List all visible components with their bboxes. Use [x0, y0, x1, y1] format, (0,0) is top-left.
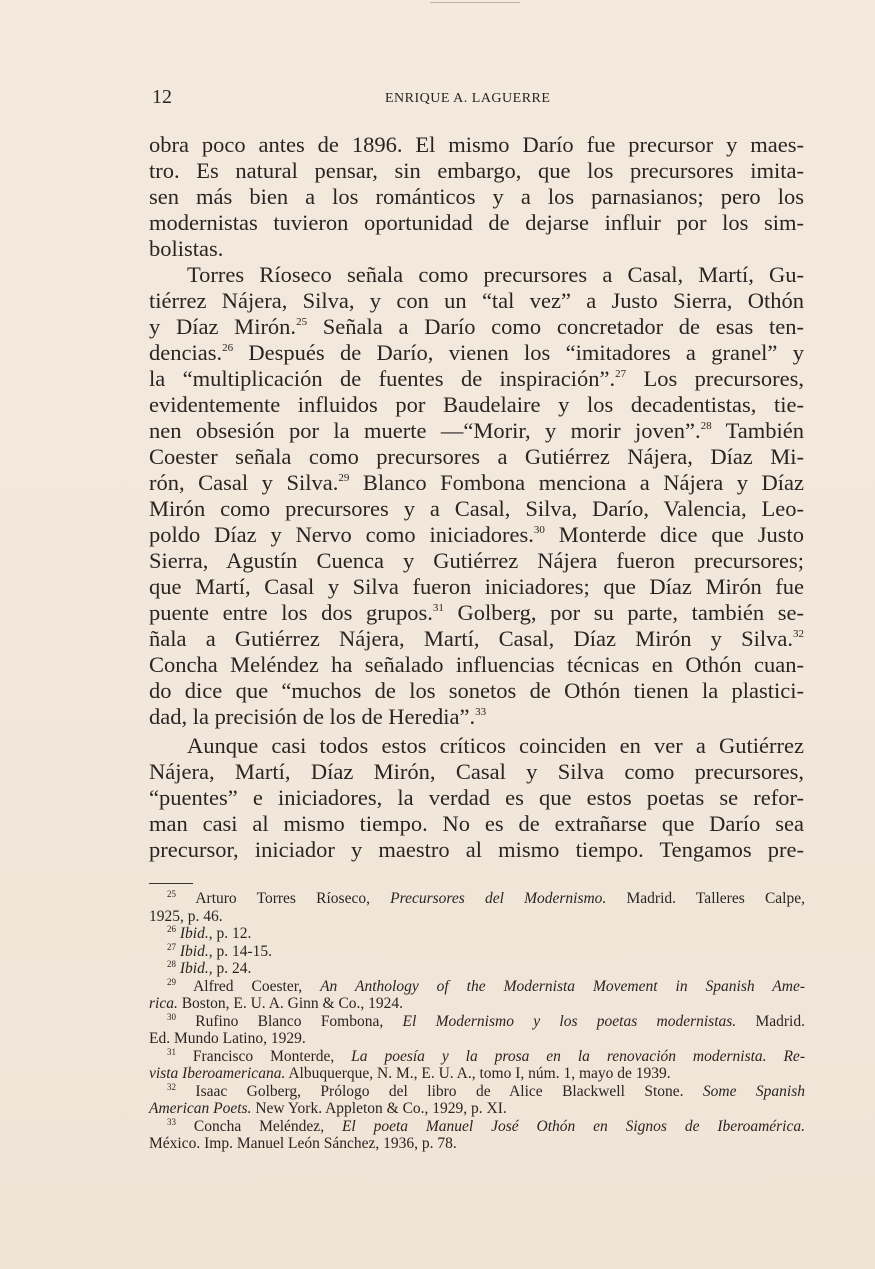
text-line: Nájera, Martí, Díaz Mirón, Casal y Silva como precursores,	[149, 759, 804, 784]
text-line	[149, 470, 804, 496]
text-fragment: Monterde dice que Justo	[544, 522, 804, 547]
body-text	[149, 132, 804, 863]
text-line	[149, 314, 804, 340]
text-line	[149, 704, 804, 730]
footnote-line	[149, 960, 805, 978]
footnotes	[149, 890, 805, 1153]
text-fragment: También	[711, 418, 804, 443]
text-line	[149, 626, 804, 652]
scan-edge-line	[430, 2, 520, 3]
text-fragment: Rufino Blanco Fombona,	[176, 1012, 403, 1030]
text-fragment: Isaac Golberg, Prólogo del libro de Alice Blackwell Stone.	[176, 1082, 703, 1100]
text-line: obra poco antes de 1896. El mismo Darío fue precursor y maes-	[149, 132, 804, 157]
text-fragment: Albuquerque, N. M., E. U. A., tomo I, núm. 1, mayo de 1939.	[285, 1065, 671, 1082]
footnote-number: 29	[167, 976, 176, 987]
footnote-line: 1925, p. 46.	[149, 907, 223, 925]
text-line: Concha Meléndez ha señalado influencias técnicas en Othón cuan-	[149, 652, 804, 677]
text-fragment: Después de Darío, vienen los “imitadores a granel” y	[233, 340, 804, 365]
footnote-ref: 28	[700, 420, 712, 432]
page-number: 12	[152, 86, 172, 108]
footnote-line	[149, 1013, 805, 1031]
footnote-29	[149, 978, 805, 1013]
text-fragment: Alfred Coester,	[176, 977, 321, 995]
footnote-title: Some Spanish	[702, 1082, 805, 1100]
footnote-33	[149, 1118, 805, 1153]
footnote-28	[149, 960, 805, 978]
text-line: “puentes” e iniciadores, la verdad es que estos poetas se refor-	[149, 785, 804, 810]
text-line: Coester señala como precursores a Gutiérrez Nájera, Díaz Mi-	[149, 444, 804, 469]
text-fragment: puente entre los dos grupos.	[149, 600, 433, 625]
text-fragment: Blanco Fombona menciona a Nájera y Díaz	[349, 470, 805, 495]
footnote-line	[149, 925, 805, 943]
text-fragment: poldo Díaz y Nervo como iniciadores.	[149, 522, 534, 547]
footnote-line	[149, 995, 805, 1013]
footnote-line	[149, 943, 805, 961]
text-fragment: Arturo Torres Ríoseco,	[176, 890, 391, 907]
text-fragment: Concha Meléndez,	[176, 1117, 342, 1135]
footnote-line	[149, 1100, 805, 1118]
text-fragment: y Díaz Mirón.	[149, 314, 297, 339]
footnote-line	[149, 978, 805, 996]
footnote-title: La poesía y la prosa en la renovación modernista. Re-	[351, 1047, 805, 1065]
footnote-ref: 33	[475, 706, 487, 718]
text-fragment: ñala a Gutiérrez Nájera, Martí, Casal, Díaz Mirón y Silva.	[149, 626, 793, 651]
footnote-title: Ibid.,	[179, 925, 213, 942]
paragraph-3	[149, 733, 804, 863]
text-fragment: rón, Casal y Silva.	[149, 470, 339, 495]
footnote-ref: 25	[296, 316, 308, 328]
running-header	[150, 86, 800, 110]
footnote-number: 33	[167, 1116, 176, 1127]
text-fragment: dencias.	[149, 340, 223, 365]
text-line: evidentemente influidos por Baudelaire y los decadentistas, tie-	[149, 392, 804, 417]
footnote-line: México. Imp. Manuel León Sánchez, 1936, p. 78.	[149, 1135, 457, 1152]
footnote-ref: 26	[222, 342, 234, 354]
footnote-ref: 29	[338, 472, 350, 484]
text-fragment: p. 24.	[212, 960, 252, 977]
text-fragment: Golberg, por su parte, también se-	[443, 600, 804, 625]
text-fragment: New York. Appleton & Co., 1929, p. XI.	[251, 1100, 507, 1117]
footnote-line	[149, 1118, 805, 1136]
footnote-number: 30	[167, 1011, 176, 1022]
footnote-27	[149, 943, 805, 961]
footnote-number: 27	[167, 941, 176, 952]
text-line: man casi al mismo tiempo. No es de extrañarse que Darío sea	[149, 811, 804, 836]
text-fragment: Madrid.	[736, 1012, 805, 1030]
text-fragment: Francisco Monterde,	[176, 1047, 352, 1065]
text-line: modernistas tuvieron oportunidad de dejarse influir por los sim-	[149, 210, 804, 235]
footnote-32	[149, 1083, 805, 1118]
text-fragment: dad, la precisión de los de Heredia”.	[149, 704, 476, 729]
footnote-title: Ibid.,	[179, 942, 213, 960]
footnote-title: Ibid.,	[179, 960, 213, 977]
text-line: tiérrez Nájera, Silva, y con un “tal vez” a Justo Sierra, Othón	[149, 288, 804, 313]
text-line: precursor, iniciador y maestro al mismo tiempo. Tengamos pre-	[149, 837, 804, 862]
paragraph-1	[149, 132, 804, 262]
footnote-line	[149, 1048, 805, 1066]
footnote-title: American Poets.	[149, 1100, 252, 1117]
footnote-line	[149, 1083, 805, 1101]
footnote-ref: 31	[432, 602, 444, 614]
text-fragment: Madrid. Talleres Calpe,	[606, 890, 805, 907]
running-head-author: ENRIQUE A. LAGUERRE	[385, 91, 551, 106]
text-line: Mirón como precursores y a Casal, Silva, Darío, Valencia, Leo-	[149, 496, 804, 521]
footnote-number: 28	[167, 959, 176, 969]
footnote-title: rica.	[149, 995, 178, 1012]
footnote-title: vista Iberoamericana.	[149, 1065, 286, 1082]
text-fragment: nen obsesión por la muerte —“Morir, y morir joven”.	[149, 418, 701, 443]
footnote-title: El poeta Manuel José Othón en Signos de Iberoamérica.	[341, 1117, 805, 1135]
footnote-number: 31	[167, 1046, 176, 1057]
footnote-ref: 30	[533, 524, 545, 536]
footnote-title: An Anthology of the Modernista Movement in Spanish Ame-	[320, 977, 806, 995]
text-line: sen más bien a los románticos y a los parnasianos; pero los	[149, 184, 804, 209]
text-line	[149, 340, 804, 366]
text-line	[149, 366, 804, 392]
footnote-number: 25	[167, 889, 176, 899]
text-fragment: la “multiplicación de fuentes de inspiración”.	[149, 366, 616, 391]
footnote-title: Precursores del Modernismo.	[390, 890, 607, 907]
footnote-separator	[149, 883, 193, 884]
text-line: tro. Es natural pensar, sin embargo, que los precursores imita-	[149, 158, 804, 183]
text-fragment: Señala a Darío como concretador de esas ten-	[307, 314, 804, 339]
text-line	[149, 600, 804, 626]
paragraph-2	[149, 262, 804, 730]
text-fragment: p. 14-15.	[212, 942, 273, 960]
text-fragment: Boston, E. U. A. Ginn & Co., 1924.	[177, 995, 404, 1012]
footnote-line	[149, 890, 805, 908]
footnote-26	[149, 925, 805, 943]
footnote-25	[149, 890, 805, 925]
text-fragment: p. 12.	[212, 925, 252, 942]
footnote-line: Ed. Mundo Latino, 1929.	[149, 1030, 306, 1047]
footnote-title: El Modernismo y los poetas modernistas.	[402, 1012, 737, 1030]
text-line	[149, 418, 804, 444]
footnote-number: 26	[167, 924, 176, 934]
footnote-line	[149, 1065, 805, 1083]
footnote-number: 32	[167, 1081, 176, 1092]
text-line: Torres Ríoseco señala como precursores a Casal, Martí, Gu-	[187, 262, 804, 287]
footnote-30	[149, 1013, 805, 1048]
text-line: bolistas.	[149, 236, 224, 261]
text-line: Sierra, Agustín Cuenca y Gutiérrez Nájera fueron precursores;	[149, 548, 804, 573]
text-line	[149, 522, 804, 548]
text-line: Aunque casi todos estos críticos coinciden en ver a Gutiérrez	[187, 733, 804, 758]
footnote-ref: 27	[615, 368, 627, 380]
text-line: que Martí, Casal y Silva fueron iniciadores; que Díaz Mirón fue	[149, 574, 804, 599]
footnote-31	[149, 1048, 805, 1083]
text-fragment: Los precursores,	[626, 366, 804, 391]
text-line: do dice que “muchos de los sonetos de Othón tienen la plastici-	[149, 678, 804, 703]
footnote-ref: 32	[793, 628, 804, 640]
